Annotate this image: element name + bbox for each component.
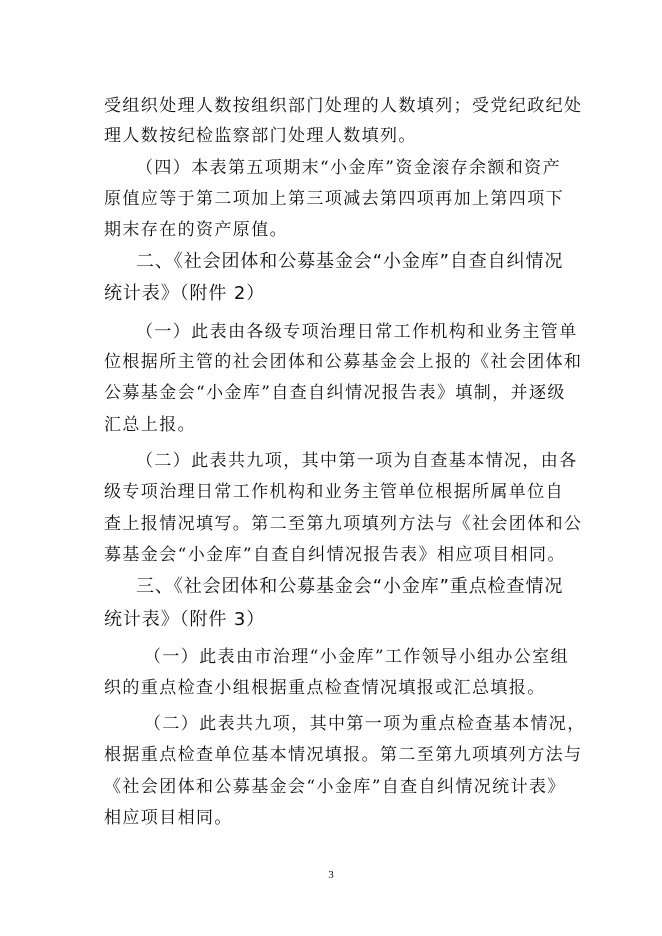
paragraph-2-2-start: （二）此表共九项，其中第一项为自查基本情况，由各 [136,451,578,471]
section-heading-3-cont: 统计表》（附件 3） [104,609,266,630]
text-line-21: 根据重点检查单位基本情况填报。第二至第九项填列方法与 [104,745,583,765]
text-line-14: 查上报情况填写。第二至第九项填列方法与《社会团体和公 [104,514,583,534]
text-line-5: 期末存在的资产原值。 [104,220,288,240]
section-heading-2: 二、《社会团体和公募基金会“小金库”自查自纠情况 [136,251,564,272]
text-line-1: 受组织处理人数按组织部门处理的人数填列；受党纪政纪处 [104,96,583,116]
text-line-19: 织的重点检查小组根据重点检查情况填报或汇总填报。 [104,678,546,698]
text-line-10: 公募基金会“小金库”自查自纠情况报告表》填制，并逐级 [104,383,566,403]
text-line-15: 募基金会“小金库”自查自纠情况报告表》相应项目相同。 [104,545,566,565]
page-number: 3 [328,869,334,881]
text-line-13: 级专项治理日常工作机构和业务主管单位根据所属单位自 [104,482,564,502]
text-line-22: 《社会团体和公募基金会“小金库”自查自纠情况统计表》 [104,777,566,797]
text-line-4: 原值应等于第二项加上第三项减去第四项再加上第四项下 [104,189,564,209]
paragraph-3-1-start: （一）此表由市治理“小金库”工作领导小组办公室组 [144,647,569,667]
text-line-2: 理人数按纪检监察部门处理人数填列。 [104,126,417,146]
text-line-9: 位根据所主管的社会团体和公募基金会上报的《社会团体和 [104,352,583,372]
section-heading-3: 三、《社会团体和公募基金会“小金库”重点检查情况 [136,576,564,597]
paragraph-4-start: （四）本表第五项期末“小金库”资金滚存余额和资产 [136,158,561,178]
text-line-23: 相应项目相同。 [104,808,233,828]
text-line-11: 汇总上报。 [104,415,196,435]
section-heading-2-cont: 统计表》（附件 2） [104,283,266,304]
paragraph-2-1-start: （一）此表由各级专项治理日常工作机构和业务主管单 [136,322,578,342]
paragraph-3-2-start: （二）此表共九项，其中第一项为重点检查基本情况， [144,714,586,734]
